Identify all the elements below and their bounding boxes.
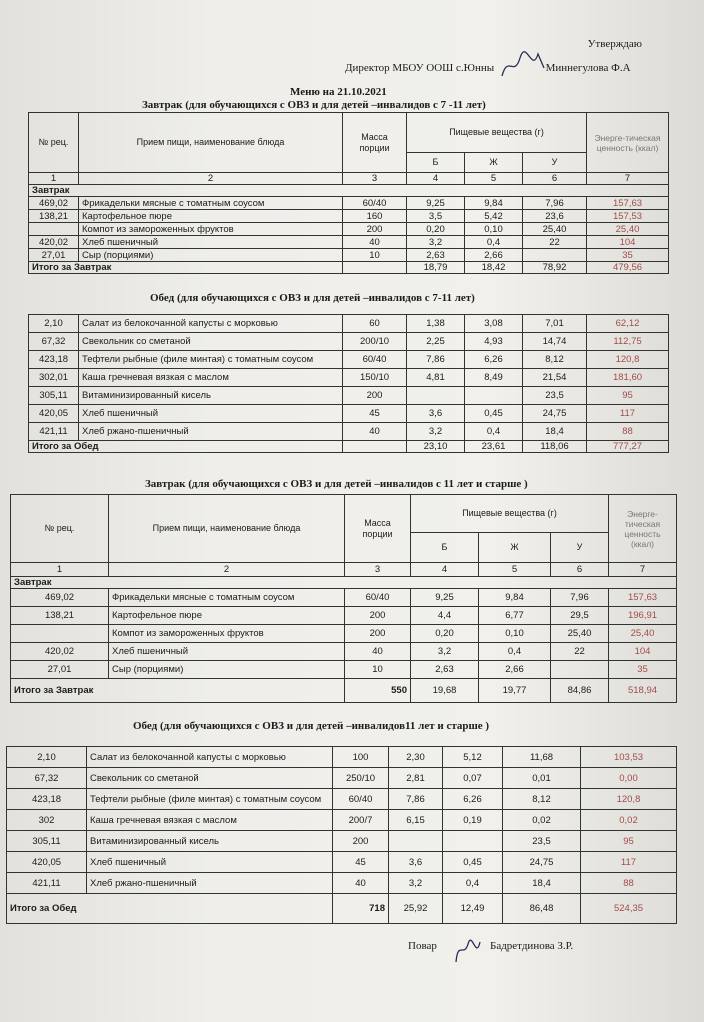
total-energy: 777,27	[587, 441, 669, 453]
table-row	[11, 661, 677, 679]
table-row	[11, 643, 677, 661]
dish-name: Хлеб пшеничный	[109, 643, 345, 661]
protein-value: 3,5	[407, 210, 465, 223]
energy-value: 0,02	[581, 810, 677, 831]
group-label: Завтрак	[11, 577, 677, 589]
col-nutrients: Пищевые вещества (г)	[411, 495, 609, 533]
column-index: 2	[109, 563, 345, 577]
total-row	[29, 441, 669, 453]
recipe-number: 67,32	[29, 333, 79, 351]
fat-value: 0,10	[465, 223, 523, 236]
recipe-number: 305,11	[29, 387, 79, 405]
col-dish: Прием пищи, наименование блюда	[109, 495, 345, 563]
energy-value: 120,8	[581, 789, 677, 810]
cook-name: Бадретдинова З.Р.	[490, 940, 574, 952]
table-row	[29, 369, 669, 387]
portion-mass: 200	[343, 387, 407, 405]
protein-value: 3,2	[411, 643, 479, 661]
total-carb: 84,86	[551, 679, 609, 703]
protein-value	[407, 387, 465, 405]
recipe-number: 423,18	[29, 351, 79, 369]
carb-value: 11,68	[503, 747, 581, 768]
column-index: 5	[479, 563, 551, 577]
energy-value: 117	[587, 405, 669, 423]
carb-value: 0,02	[503, 810, 581, 831]
total-protein: 25,92	[389, 894, 443, 924]
director-name: Миннегулова Ф.А	[545, 62, 631, 74]
col-dish: Прием пищи, наименование блюда	[79, 113, 343, 173]
table-row	[29, 236, 669, 249]
protein-value: 2,30	[389, 747, 443, 768]
fat-value: 9,84	[479, 589, 551, 607]
table-row	[7, 747, 677, 768]
fat-value: 6,26	[443, 789, 503, 810]
table-row	[29, 197, 669, 210]
protein-value: 9,25	[411, 589, 479, 607]
recipe-number: 138,21	[11, 607, 109, 625]
dish-name: Свекольник со сметаной	[87, 768, 333, 789]
fat-value: 0,4	[443, 873, 503, 894]
dish-name: Хлеб ржано-пшеничный	[79, 423, 343, 441]
total-row	[29, 262, 669, 274]
carb-value: 23,5	[523, 387, 587, 405]
carb-value: 22	[551, 643, 609, 661]
col-b: Б	[411, 533, 479, 563]
table-row	[11, 607, 677, 625]
fat-value: 6,77	[479, 607, 551, 625]
menu-date-title: Меню на 21.10.2021	[290, 86, 387, 98]
portion-mass: 40	[343, 236, 407, 249]
protein-value: 6,15	[389, 810, 443, 831]
total-fat: 23,61	[465, 441, 523, 453]
portion-mass: 10	[343, 249, 407, 262]
protein-value: 2,25	[407, 333, 465, 351]
energy-value: 104	[609, 643, 677, 661]
breakfast-small-title: Завтрак (для обучающихся с ОВЗ и для детей –инвалидов с 7 -11 лет)	[142, 99, 486, 111]
carb-value: 7,96	[551, 589, 609, 607]
column-index: 7	[609, 563, 677, 577]
table-row	[29, 405, 669, 423]
portion-mass: 200/10	[343, 333, 407, 351]
carb-value	[523, 249, 587, 262]
protein-value: 4,81	[407, 369, 465, 387]
recipe-number: 423,18	[7, 789, 87, 810]
total-energy: 518,94	[609, 679, 677, 703]
fat-value: 2,66	[479, 661, 551, 679]
recipe-number: 420,05	[29, 405, 79, 423]
carb-value: 24,75	[523, 405, 587, 423]
dish-name: Хлеб ржано-пшеничный	[87, 873, 333, 894]
dish-name: Витаминизированный кисель	[87, 831, 333, 852]
energy-value: 88	[587, 423, 669, 441]
protein-value: 2,81	[389, 768, 443, 789]
recipe-number: 420,05	[7, 852, 87, 873]
protein-value: 3,2	[407, 423, 465, 441]
carb-value: 18,4	[523, 423, 587, 441]
breakfast-big-title: Завтрак (для обучающихся с ОВЗ и для детей –инвалидов с 11 лет и старше )	[145, 478, 528, 490]
col-mass: Масса порции	[343, 113, 407, 173]
total-label: Итого за Завтрак	[11, 679, 345, 703]
portion-mass: 100	[333, 747, 389, 768]
table-row	[7, 789, 677, 810]
carb-value: 29,5	[551, 607, 609, 625]
protein-value: 2,63	[411, 661, 479, 679]
carb-value: 23,5	[503, 831, 581, 852]
portion-mass: 60	[343, 315, 407, 333]
col-num: № рец.	[11, 495, 109, 563]
column-index: 4	[411, 563, 479, 577]
recipe-number: 421,11	[29, 423, 79, 441]
energy-value: 25,40	[609, 625, 677, 643]
protein-value: 2,63	[407, 249, 465, 262]
dish-name: Компот из замороженных фруктов	[79, 223, 343, 236]
portion-mass: 200	[345, 625, 411, 643]
portion-mass: 200	[343, 223, 407, 236]
energy-value: 25,40	[587, 223, 669, 236]
recipe-number	[11, 625, 109, 643]
carb-value: 0,01	[503, 768, 581, 789]
column-index: 6	[551, 563, 609, 577]
lunch-small-title: Обед (для обучающихся с ОВЗ и для детей –инвалидов с 7-11 лет)	[150, 292, 475, 304]
fat-value: 5,12	[443, 747, 503, 768]
portion-mass: 150/10	[343, 369, 407, 387]
total-label: Итого за Обед	[7, 894, 333, 924]
fat-value: 2,66	[465, 249, 523, 262]
dish-name: Сыр (порциями)	[79, 249, 343, 262]
fat-value: 6,26	[465, 351, 523, 369]
portion-mass: 200	[333, 831, 389, 852]
energy-value: 62,12	[587, 315, 669, 333]
table-row	[29, 387, 669, 405]
total-label: Итого за Обед	[29, 441, 343, 453]
col-nutrients: Пищевые вещества (г)	[407, 113, 587, 153]
dish-name: Хлеб пшеничный	[79, 405, 343, 423]
recipe-number: 421,11	[7, 873, 87, 894]
energy-value: 157,63	[587, 197, 669, 210]
table-row	[7, 768, 677, 789]
total-label: Итого за Завтрак	[29, 262, 343, 274]
table-row	[29, 315, 669, 333]
carb-value: 21,54	[523, 369, 587, 387]
col-u: У	[551, 533, 609, 563]
fat-value: 9,84	[465, 197, 523, 210]
energy-value: 35	[587, 249, 669, 262]
dish-name: Тефтели рыбные (филе минтая) с томатным соусом	[87, 789, 333, 810]
recipe-number	[29, 223, 79, 236]
table-row	[11, 589, 677, 607]
director-signature-icon	[498, 48, 548, 82]
fat-value	[465, 387, 523, 405]
portion-mass: 60/40	[343, 351, 407, 369]
protein-value: 4,4	[411, 607, 479, 625]
total-carb: 86,48	[503, 894, 581, 924]
recipe-number: 420,02	[11, 643, 109, 661]
column-index: 3	[343, 173, 407, 185]
total-carb: 78,92	[523, 262, 587, 274]
column-index: 1	[11, 563, 109, 577]
fat-value: 0,4	[465, 423, 523, 441]
portion-mass: 10	[345, 661, 411, 679]
protein-value: 0,20	[411, 625, 479, 643]
col-energy: Энерге-тическая ценность (ккал)	[587, 113, 669, 173]
protein-value: 3,2	[389, 873, 443, 894]
fat-value	[443, 831, 503, 852]
dish-name: Свекольник со сметаной	[79, 333, 343, 351]
energy-value: 120,8	[587, 351, 669, 369]
table-row	[7, 831, 677, 852]
fat-value: 0,45	[443, 852, 503, 873]
table-row	[29, 249, 669, 262]
director-title: Директор МБОУ ООШ с.Юнны	[345, 62, 495, 74]
portion-mass: 40	[343, 423, 407, 441]
recipe-number: 302	[7, 810, 87, 831]
column-index: 2	[79, 173, 343, 185]
director-line	[345, 62, 631, 74]
cook-signature-icon	[450, 936, 490, 966]
portion-mass: 40	[345, 643, 411, 661]
table-row	[7, 873, 677, 894]
recipe-number: 138,21	[29, 210, 79, 223]
protein-value: 7,86	[389, 789, 443, 810]
table-row	[29, 223, 669, 236]
table-row	[29, 351, 669, 369]
recipe-number: 27,01	[29, 249, 79, 262]
energy-value: 117	[581, 852, 677, 873]
carb-value: 23,6	[523, 210, 587, 223]
dish-name: Каша гречневая вязкая с маслом	[87, 810, 333, 831]
carb-value: 8,12	[523, 351, 587, 369]
energy-value: 104	[587, 236, 669, 249]
dish-name: Картофельное пюре	[79, 210, 343, 223]
recipe-number: 2,10	[7, 747, 87, 768]
total-row	[11, 679, 677, 703]
recipe-number: 420,02	[29, 236, 79, 249]
total-mass	[343, 262, 407, 274]
recipe-number: 302,01	[29, 369, 79, 387]
recipe-number: 67,32	[7, 768, 87, 789]
energy-value: 95	[581, 831, 677, 852]
carb-value: 25,40	[523, 223, 587, 236]
dish-name: Витаминизированный кисель	[79, 387, 343, 405]
portion-mass: 60/40	[333, 789, 389, 810]
portion-mass: 40	[333, 873, 389, 894]
carb-value: 18,4	[503, 873, 581, 894]
protein-value: 3,2	[407, 236, 465, 249]
portion-mass: 45	[333, 852, 389, 873]
group-label: Завтрак	[29, 185, 669, 197]
energy-value: 196,91	[609, 607, 677, 625]
protein-value	[389, 831, 443, 852]
carb-value: 7,01	[523, 315, 587, 333]
recipe-number: 469,02	[11, 589, 109, 607]
column-index: 3	[345, 563, 411, 577]
fat-value: 0,19	[443, 810, 503, 831]
column-index: 5	[465, 173, 523, 185]
dish-name: Салат из белокочанной капусты с морковью	[87, 747, 333, 768]
protein-value: 0,20	[407, 223, 465, 236]
energy-value: 157,63	[609, 589, 677, 607]
dish-name: Каша гречневая вязкая с маслом	[79, 369, 343, 387]
col-b: Б	[407, 153, 465, 173]
portion-mass: 45	[343, 405, 407, 423]
total-energy: 479,56	[587, 262, 669, 274]
total-carb: 118,06	[523, 441, 587, 453]
portion-mass: 60/40	[343, 197, 407, 210]
total-fat: 19,77	[479, 679, 551, 703]
protein-value: 3,6	[407, 405, 465, 423]
energy-value: 103,53	[581, 747, 677, 768]
total-protein: 23,10	[407, 441, 465, 453]
total-fat: 18,42	[465, 262, 523, 274]
table-row	[7, 852, 677, 873]
total-fat: 12,49	[443, 894, 503, 924]
dish-name: Тефтели рыбные (филе минтая) с томатным соусом	[79, 351, 343, 369]
carb-value: 14,74	[523, 333, 587, 351]
protein-value: 3,6	[389, 852, 443, 873]
dish-name: Фрикадельки мясные с томатным соусом	[79, 197, 343, 210]
col-num: № рец.	[29, 113, 79, 173]
dish-name: Хлеб пшеничный	[87, 852, 333, 873]
energy-value: 35	[609, 661, 677, 679]
breakfast-big-table	[10, 494, 677, 703]
total-mass: 550	[345, 679, 411, 703]
protein-value: 1,38	[407, 315, 465, 333]
portion-mass: 250/10	[333, 768, 389, 789]
total-protein: 18,79	[407, 262, 465, 274]
col-zh: Ж	[479, 533, 551, 563]
table-row	[29, 423, 669, 441]
protein-value: 7,86	[407, 351, 465, 369]
lunch-big-table	[6, 746, 677, 924]
dish-name: Сыр (порциями)	[109, 661, 345, 679]
energy-value: 88	[581, 873, 677, 894]
col-mass: Масса порции	[345, 495, 411, 563]
total-mass: 718	[333, 894, 389, 924]
energy-value: 157,53	[587, 210, 669, 223]
carb-value: 7,96	[523, 197, 587, 210]
recipe-number: 27,01	[11, 661, 109, 679]
fat-value: 4,93	[465, 333, 523, 351]
column-index: 4	[407, 173, 465, 185]
carb-value	[551, 661, 609, 679]
carb-value: 25,40	[551, 625, 609, 643]
col-zh: Ж	[465, 153, 523, 173]
cook-label: Повар	[408, 940, 437, 952]
fat-value: 3,08	[465, 315, 523, 333]
dish-name: Хлеб пшеничный	[79, 236, 343, 249]
energy-value: 112,75	[587, 333, 669, 351]
total-row	[7, 894, 677, 924]
fat-value: 5,42	[465, 210, 523, 223]
carb-value: 22	[523, 236, 587, 249]
table-row	[11, 625, 677, 643]
dish-name: Фрикадельки мясные с томатным соусом	[109, 589, 345, 607]
approve-label: Утверждаю	[587, 38, 642, 50]
fat-value: 0,10	[479, 625, 551, 643]
lunch-small-table	[28, 314, 669, 453]
col-u: У	[523, 153, 587, 173]
recipe-number: 305,11	[7, 831, 87, 852]
fat-value: 8,49	[465, 369, 523, 387]
portion-mass: 160	[343, 210, 407, 223]
fat-value: 0,4	[479, 643, 551, 661]
lunch-big-title: Обед (для обучающихся с ОВЗ и для детей –инвалидов11 лет и старше )	[133, 720, 490, 732]
column-index: 6	[523, 173, 587, 185]
fat-value: 0,4	[465, 236, 523, 249]
energy-value: 95	[587, 387, 669, 405]
carb-value: 24,75	[503, 852, 581, 873]
column-index: 1	[29, 173, 79, 185]
carb-value: 8,12	[503, 789, 581, 810]
portion-mass: 200	[345, 607, 411, 625]
column-index: 7	[587, 173, 669, 185]
energy-value: 181,60	[587, 369, 669, 387]
portion-mass: 200/7	[333, 810, 389, 831]
total-energy: 524,35	[581, 894, 677, 924]
portion-mass: 60/40	[345, 589, 411, 607]
col-energy: Энерге-тическая ценность (ккал)	[609, 495, 677, 563]
table-row	[29, 210, 669, 223]
table-row	[7, 810, 677, 831]
dish-name: Компот из замороженных фруктов	[109, 625, 345, 643]
table-row	[29, 333, 669, 351]
total-mass	[343, 441, 407, 453]
recipe-number: 469,02	[29, 197, 79, 210]
recipe-number: 2,10	[29, 315, 79, 333]
total-protein: 19,68	[411, 679, 479, 703]
fat-value: 0,45	[465, 405, 523, 423]
fat-value: 0,07	[443, 768, 503, 789]
breakfast-small-table	[28, 112, 669, 274]
energy-value: 0,00	[581, 768, 677, 789]
dish-name: Салат из белокочанной капусты с морковью	[79, 315, 343, 333]
protein-value: 9,25	[407, 197, 465, 210]
dish-name: Картофельное пюре	[109, 607, 345, 625]
